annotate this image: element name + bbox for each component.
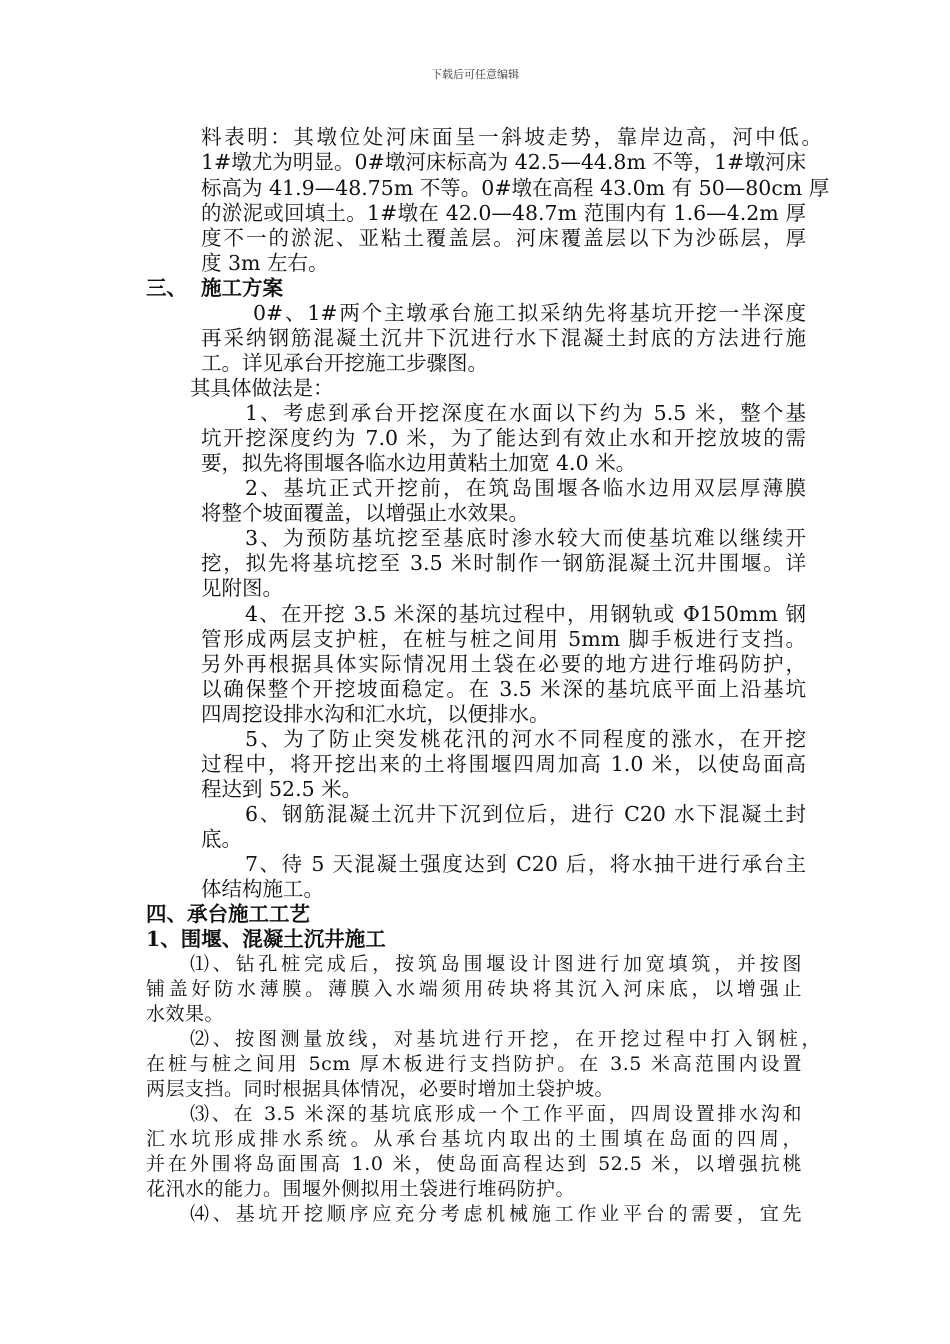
section-number: 三、 <box>146 276 187 300</box>
step-line: 另外再根据具体实际情况用土袋在必要的地方进行堆码防护， <box>201 652 806 676</box>
step-line: 程达到 52.5 米。 <box>201 777 363 801</box>
text-line: 0#、1#两个主墩承台施工拟采纳先将基坑开挖一半深度 <box>253 301 806 325</box>
text-line: 度 3m 左右。 <box>201 251 329 275</box>
step-line: 1、考虑到承台开挖深度在水面以下约为 5.5 米，整个基 <box>245 401 806 425</box>
item-line: ⑷、基坑开挖顺序应充分考虑机械施工作业平台的需要，宜先 <box>190 1203 802 1225</box>
page-header: 下载后可任意编辑 <box>431 68 519 81</box>
text-line: 的淤泥或回填土。1#墩在 42.0—48.7m 范围内有 1.6—4.2m 厚 <box>201 201 806 225</box>
section-heading: 四、承台施工工艺 <box>146 902 310 926</box>
item-line: 汇水坑形成排水系统。从承台基坑内取出的土围填在岛面的四周， <box>146 1128 802 1150</box>
item-line: 两层支挡。同时根据具体情况，必要时增加土袋护坡。 <box>146 1078 615 1100</box>
item-line: 在桩与桩之间用 5cm 厚木板进行支挡防护。在 3.5 米高范围内设置 <box>146 1053 802 1075</box>
step-line: 以确保整个开挖坡面稳定。在 3.5 米深的基坑底平面上沿基坑 <box>201 677 806 701</box>
text-line: 工。详见承台开挖施工步骤图。 <box>201 351 488 375</box>
step-line: 见附图。 <box>201 576 283 600</box>
step-line: 6、钢筋混凝土沉井下沉到位后，进行 C20 水下混凝土封 <box>245 802 806 826</box>
step-line: 7、待 5 天混凝土强度达到 C20 后，将水抽干进行承台主 <box>245 852 806 876</box>
section-title: 施工方案 <box>201 276 283 300</box>
text-line: 标高为 41.9—48.75m 不等。0#墩在高程 43.0m 有 50—80cm 厚 <box>201 176 830 200</box>
step-line: 过程中，将开挖出来的土将围堰四周加高 1.0 米，以使岛面高 <box>201 752 806 776</box>
step-line: 坑开挖深度约为 7.0 米，为了能达到有效止水和开挖放坡的需 <box>201 426 806 450</box>
item-line: 水效果。 <box>146 1003 225 1025</box>
subsection-heading: 1、围堰、混凝土沉井施工 <box>146 927 386 951</box>
text-line: 再采纳钢筋混凝土沉井下沉进行水下混凝土封底的方法进行施 <box>201 326 806 350</box>
step-line: 将整个坡面覆盖，以增强止水效果。 <box>201 501 529 525</box>
step-line: 底。 <box>201 827 242 851</box>
item-line: 花汛水的能力。围堰外侧拟用土袋进行堆码防护。 <box>146 1178 576 1200</box>
step-line: 2、基坑正式开挖前，在筑岛围堰各临水边用双层厚薄膜 <box>245 476 806 500</box>
step-line: 挖，拟先将基坑挖至 3.5 米时制作一钢筋混凝土沉井围堰。详 <box>201 551 806 575</box>
item-line: 铺盖好防水薄膜。薄膜入水端须用砖块将其沉入河床底，以增强止 <box>146 978 802 1000</box>
text-line: 度不一的淤泥、亚粘土覆盖层。河床覆盖层以下为沙砾层，厚 <box>201 226 806 250</box>
step-line: 4、在开挖 3.5 米深的基坑过程中，用钢轨或 Φ150mm 钢 <box>245 602 806 626</box>
step-line: 要，拟先将围堰各临水边用黄粘土加宽 4.0 米。 <box>201 451 637 475</box>
step-line: 管形成两层支护桩，在桩与桩之间用 5mm 脚手板进行支挡。 <box>201 627 806 651</box>
item-line: 并在外围将岛面围高 1.0 米，使岛面高程达到 52.5 米，以增强抗桃 <box>146 1153 802 1175</box>
step-line: 四周挖设排水沟和汇水坑，以便排水。 <box>201 702 550 726</box>
step-line: 5、为了防止突发桃花汛的河水不同程度的涨水，在开挖 <box>245 727 806 751</box>
text-line: 其具体做法是： <box>190 376 334 400</box>
text-line: 料表明：其墩位处河床面呈一斜坡走势，靠岸边高，河中低。 <box>201 125 822 149</box>
step-line: 3、为预防基坑挖至基底时渗水较大而使基坑难以继续开 <box>245 526 806 550</box>
item-line: ⑵、按图测量放线，对基坑进行开挖，在开挖过程中打入钢桩， <box>190 1028 821 1050</box>
item-line: ⑴、钻孔桩完成后，按筑岛围堰设计图进行加宽填筑，并按图 <box>190 953 802 975</box>
text-line: 1#墩尤为明显。0#墩河床标高为 42.5—44.8m 不等，1#墩河床 <box>201 150 806 174</box>
step-line: 体结构施工。 <box>201 877 324 901</box>
item-line: ⑶、在 3.5 米深的基坑底形成一个工作平面，四周设置排水沟和 <box>190 1103 802 1125</box>
